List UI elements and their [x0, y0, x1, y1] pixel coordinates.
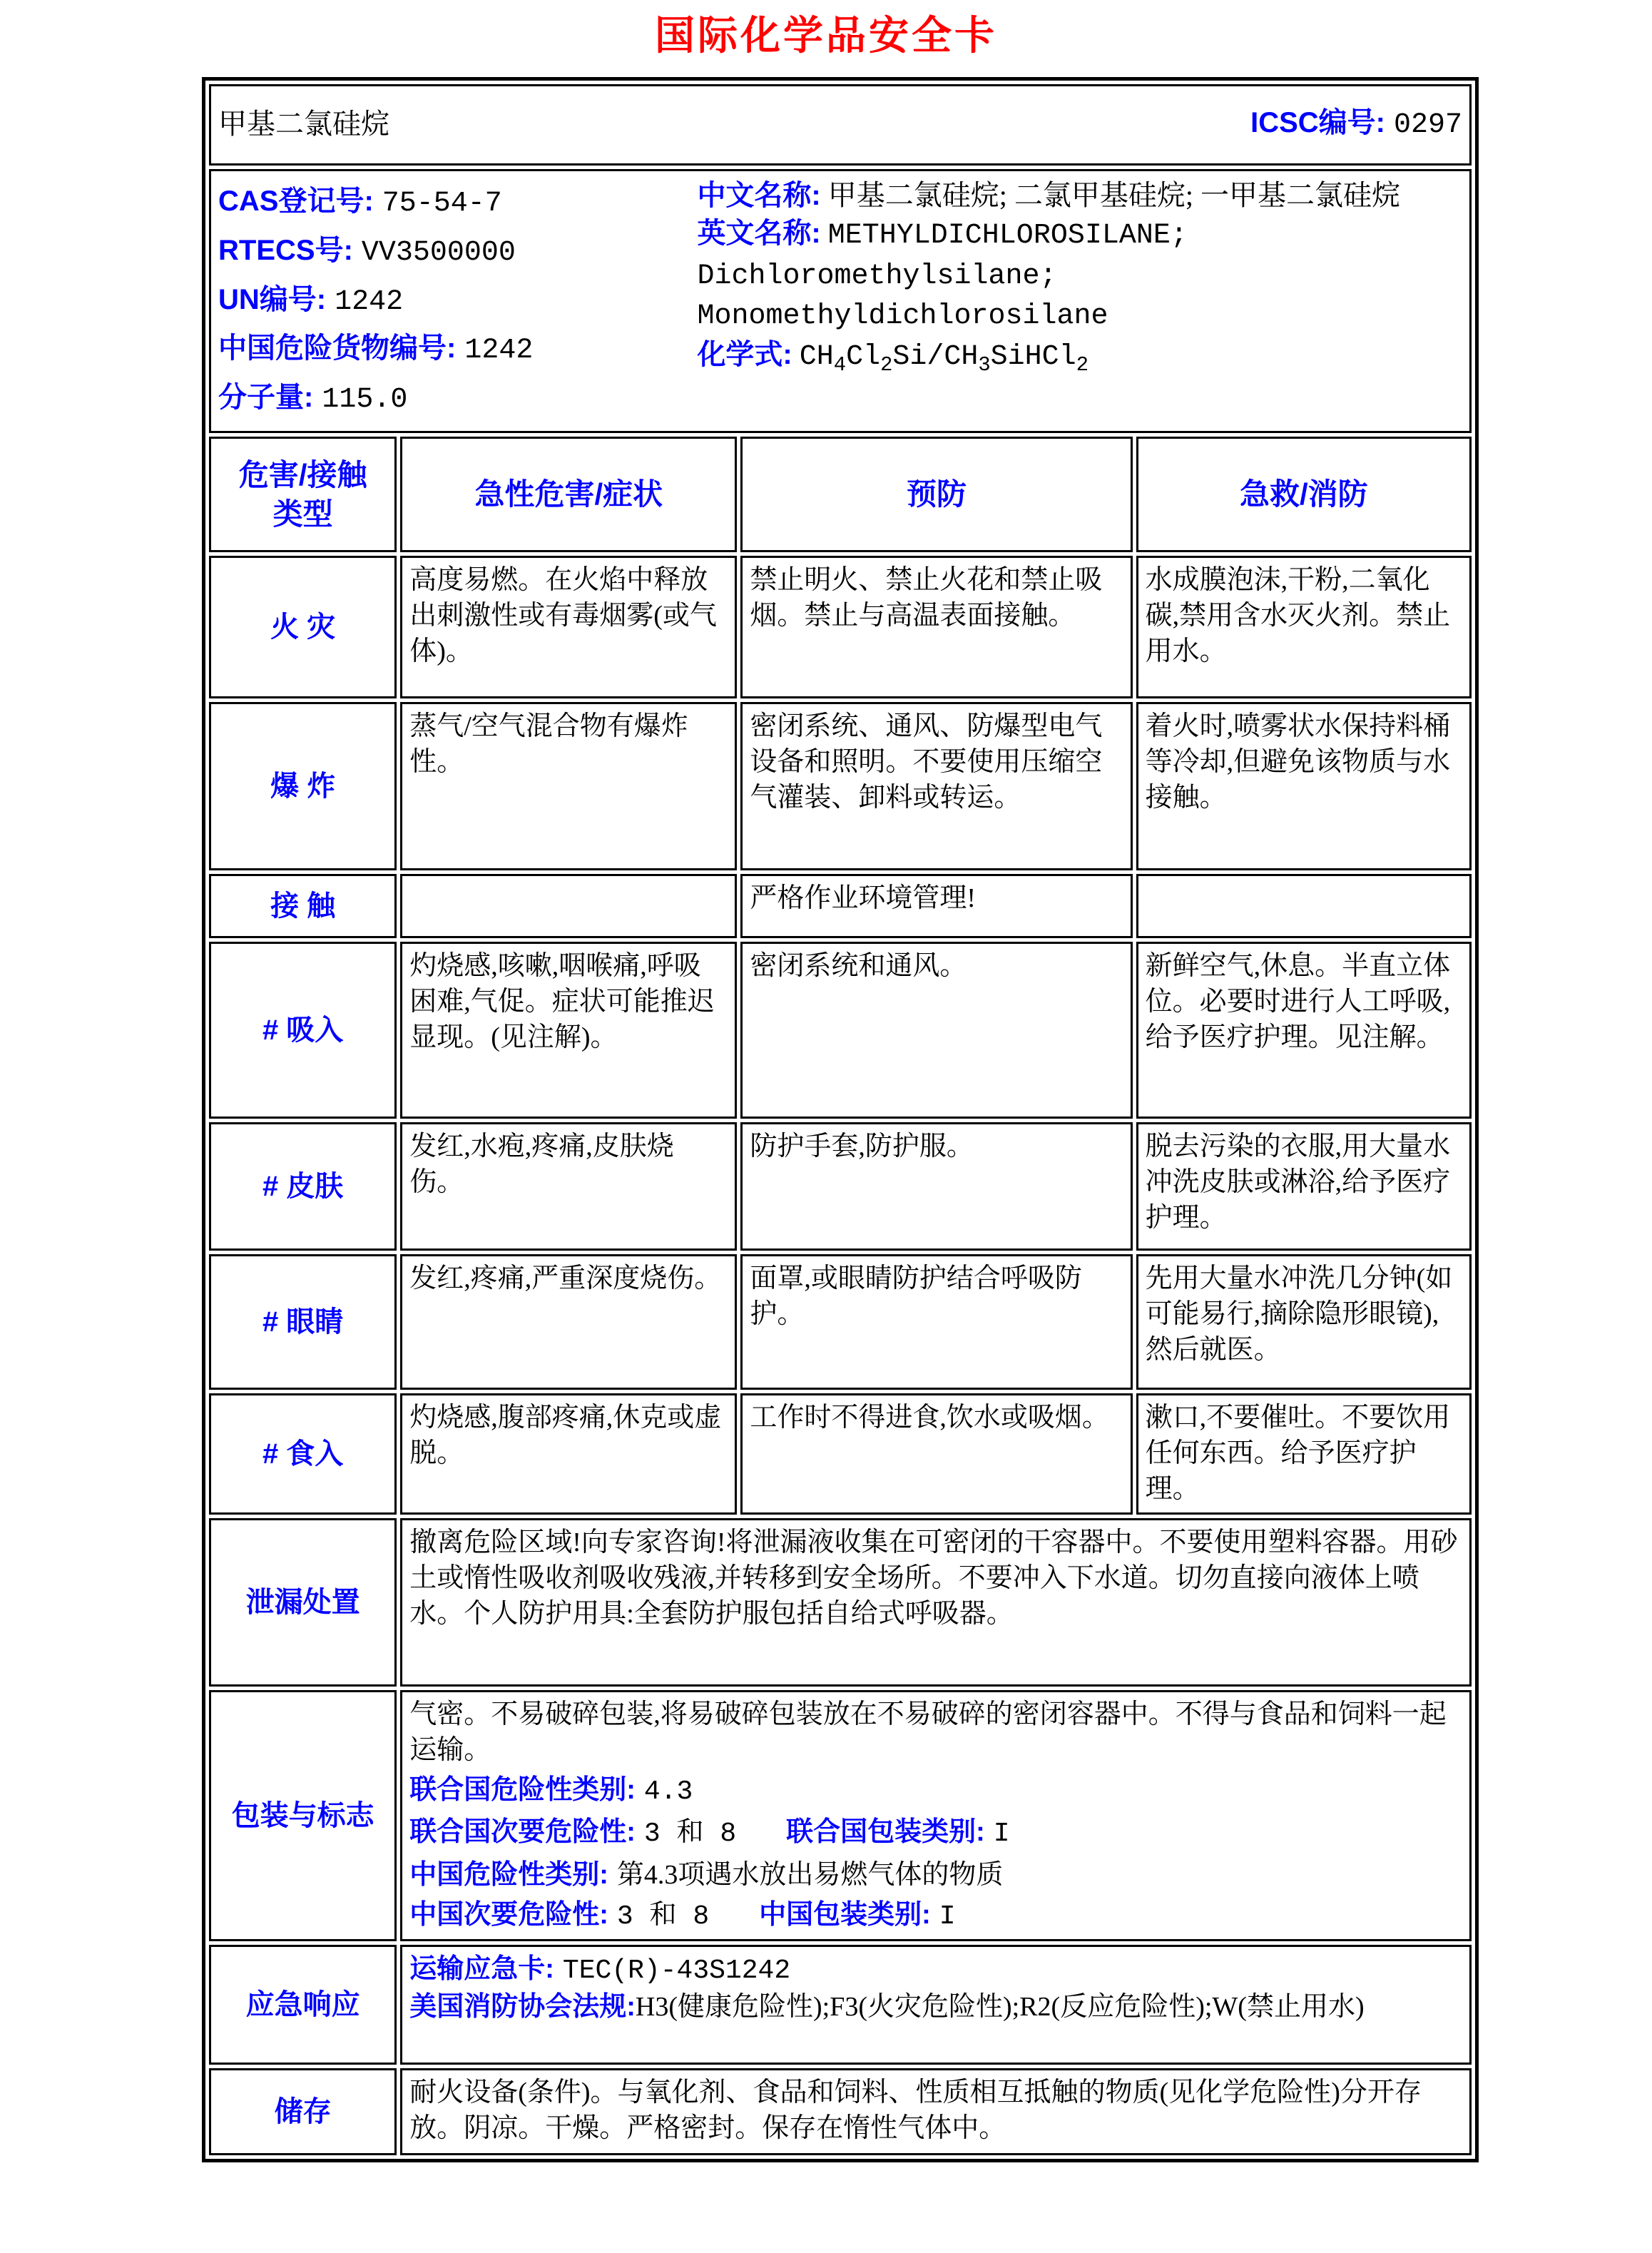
packaging-intro: 气密。不易破碎包装,将易破碎包装放在不易破碎的密闭容器中。不得与食品和饲料一起运输。: [409, 1699, 1447, 1766]
cn-class-line: [409, 1857, 1462, 1893]
cas-number-line: [218, 183, 697, 223]
ingestion-row-label: # 食入: [209, 1393, 397, 1515]
contact-row-label: 接 触: [209, 874, 397, 938]
nfpa-value: H3(健康危险性);F3(火灾危险性);R2(反应危险性);W(禁止用水): [635, 1992, 1365, 2023]
header-symptoms: 急性危害/症状: [400, 437, 737, 552]
emergency-content-cell: [400, 1945, 1472, 2065]
icsc-number-label: ICSC编号:: [1250, 107, 1385, 139]
hazard-header-row: [209, 437, 1472, 552]
fire-symptoms-cell: 高度易燃。在火焰中释放出刺激性或有毒烟雾(或气体)。: [400, 556, 737, 698]
page-title: 国际化学品安全卡: [655, 13, 997, 58]
spill-row-label: 泄漏处置: [209, 1518, 397, 1687]
eyes-response-cell: 先用大量水冲洗几分钟(如可能易行,摘除隐形眼镜),然后就医。: [1136, 1254, 1472, 1390]
eyes-prevention-cell: 面罩,或眼睛防护结合呼吸防护。: [740, 1254, 1132, 1390]
identifier-list: [218, 176, 697, 427]
table-row-inhalation: [209, 942, 1472, 1119]
cn-subrisk-line: [409, 1897, 1462, 1935]
header-response: 急救/消防: [1136, 437, 1472, 552]
cn-subrisk-label: 中国次要危险性:: [409, 1899, 608, 1930]
table-row-emergency-response: [209, 1945, 1472, 2065]
table-row-spill-disposal: [209, 1518, 1472, 1687]
rtecs-number-value: VV3500000: [361, 236, 516, 269]
explosion-prevention-cell: 密闭系统、通风、防爆型电气设备和照明。不要使用压缩空气灌装、卸料或转运。: [740, 702, 1132, 870]
table-row-explosion: [209, 702, 1472, 870]
inhalation-symptoms-cell: 灼烧感,咳嗽,咽喉痛,呼吸困难,气促。症状可能推迟显现。(见注解)。: [400, 942, 737, 1119]
cn-class-label: 中国危险性类别:: [409, 1859, 608, 1890]
contact-symptoms-cell: [400, 874, 737, 938]
skin-response-cell: 脱去污染的衣服,用大量水冲洗皮肤或淋浴,给予医疗护理。: [1136, 1122, 1472, 1251]
fire-response-cell: 水成膜泡沫,干粉,二氧化碳,禁用含水灭火剂。禁止用水。: [1136, 556, 1472, 698]
header-prevention: 预防: [740, 437, 1132, 552]
eyes-row-label: # 眼睛: [209, 1254, 397, 1390]
explosion-response-cell: 着火时,喷雾状水保持料桶等冷却,但避免该物质与水接触。: [1136, 702, 1472, 870]
un-class-line: [409, 1772, 1462, 1810]
table-row-packaging: [209, 1690, 1472, 1941]
icsc-number-group: [1250, 104, 1462, 145]
packaging-content-cell: [400, 1690, 1472, 1941]
ingestion-symptoms-cell: 灼烧感,腹部疼痛,休克或虚脱。: [400, 1393, 737, 1515]
un-subrisk-value: 3 和 8: [643, 1819, 737, 1850]
icsc-card-table: [202, 77, 1479, 2162]
identifier-row: [209, 169, 1472, 433]
china-dg-number-value: 1242: [464, 335, 534, 367]
contact-response-cell: [1136, 874, 1472, 938]
english-name-value: METHYLDICHLOROSILANE; Dichloromethylsilane; Monomethyldichlorosilane: [697, 219, 1188, 333]
table-row-eyes: [209, 1254, 1472, 1390]
skin-symptoms-cell: 发红,水疱,疼痛,皮肤烧伤。: [400, 1122, 737, 1251]
spill-content-cell: 撤离危险区域!向专家咨询!将泄漏液收集在可密闭的干容器中。不要使用塑料容器。用砂土或惰性吸收剂吸收残液,并转移到安全场所。不要冲入下水道。切勿直接向液体上喷水。个人防护用具:全套防护服包括自给式呼吸器。: [400, 1518, 1472, 1687]
skin-prevention-cell: 防护手套,防护服。: [740, 1122, 1132, 1251]
inhalation-response-cell: 新鲜空气,休息。半直立体位。必要时进行人工呼吸,给予医疗护理。见注解。: [1136, 942, 1472, 1119]
table-row-ingestion: [209, 1393, 1472, 1515]
molecular-weight-line: [218, 379, 697, 419]
formula-label: 化学式:: [697, 339, 792, 371]
china-dg-number-label: 中国危险货物编号:: [218, 332, 457, 365]
cas-number-value: 75-54-7: [382, 188, 502, 220]
un-class-value: 4.3: [643, 1776, 693, 1808]
ingestion-prevention-cell: 工作时不得进食,饮水或吸烟。: [740, 1393, 1132, 1515]
cn-class-value: 第4.3项遇水放出易燃气体的物质: [616, 1859, 1004, 1890]
un-subrisk-label: 联合国次要危险性:: [409, 1817, 636, 1848]
formula-value: $CH_4Cl_2Si/CH_3SiHCl_2$: [799, 341, 1088, 377]
table-row-skin: [209, 1122, 1472, 1251]
un-class-label: 联合国危险性类别:: [409, 1775, 636, 1806]
cn-packgroup-value: I: [939, 1901, 956, 1932]
rtecs-number-line: [218, 232, 697, 273]
china-dg-number-line: [218, 330, 697, 370]
identifier-cell: [209, 169, 1472, 433]
emergency-row-label: 应急响应: [209, 1945, 397, 2065]
cas-number-label: CAS登记号:: [218, 185, 374, 217]
cn-packgroup-label: 中国包装类别:: [759, 1899, 931, 1930]
header-hazard-type: 危害/接触 类型: [209, 437, 397, 552]
icsc-number-value: 0297: [1393, 109, 1462, 142]
chinese-name-value: 甲基二氯硅烷; 二氯甲基硅烷; 一甲基二氯硅烷: [827, 179, 1400, 211]
un-packgroup-value: I: [993, 1819, 1010, 1850]
contact-prevention-cell: 严格作业环境管理!: [740, 874, 1132, 938]
skin-row-label: # 皮肤: [209, 1122, 397, 1251]
nfpa-label: 美国消防协会法规:: [409, 1992, 636, 2023]
fire-row-label: 火 灾: [209, 556, 397, 698]
eyes-symptoms-cell: 发红,疼痛,严重深度烧伤。: [400, 1254, 737, 1390]
tec-value: TEC(R)-43S1242: [562, 1955, 791, 1986]
molecular-weight-value: 115.0: [322, 384, 408, 417]
inhalation-row-label: # 吸入: [209, 942, 397, 1119]
cn-subrisk-value: 3 和 8: [616, 1901, 710, 1932]
inhalation-prevention-cell: 密闭系统和通风。: [740, 942, 1132, 1119]
english-name-label: 英文名称:: [697, 217, 821, 249]
storage-row-label: 储存: [209, 2068, 397, 2155]
ingestion-response-cell: 漱口,不要催吐。不要饮用任何东西。给予医疗护理。: [1136, 1393, 1472, 1515]
molecular-weight-label: 分子量:: [218, 382, 314, 414]
name-cell: [209, 84, 1472, 166]
tec-line: [409, 1951, 1462, 1989]
table-row-storage: [209, 2068, 1472, 2155]
storage-content-cell: 耐火设备(条件)。与氧化剂、食品和饲料、性质相互抵触的物质(见化学危险性)分开存放。阴凉。干燥。严格密封。保存在惰性气体中。: [400, 2068, 1472, 2155]
nfpa-line: [409, 1989, 1462, 2025]
explosion-symptoms-cell: 蒸气/空气混合物有爆炸性。: [400, 702, 737, 870]
packaging-row-label: 包装与标志: [209, 1690, 397, 1941]
un-packgroup-label: 联合国包装类别:: [786, 1817, 985, 1848]
fire-prevention-cell: 禁止明火、禁止火花和禁止吸烟。禁止与高温表面接触。: [740, 556, 1132, 698]
tec-label: 运输应急卡:: [409, 1953, 554, 1984]
un-number-line: [218, 281, 697, 322]
rtecs-number-label: RTECS号:: [218, 234, 353, 266]
explosion-row-label: 爆 炸: [209, 702, 397, 870]
table-row-contact: [209, 874, 1472, 938]
name-row: [209, 84, 1472, 166]
un-subrisk-line: [409, 1814, 1462, 1852]
names-block: [697, 176, 1462, 427]
substance-name: 甲基二氯硅烷: [218, 108, 389, 141]
table-row-fire: [209, 556, 1472, 698]
un-number-value: 1242: [335, 285, 404, 318]
un-number-label: UN编号:: [218, 283, 327, 315]
chinese-name-label: 中文名称:: [697, 180, 821, 211]
